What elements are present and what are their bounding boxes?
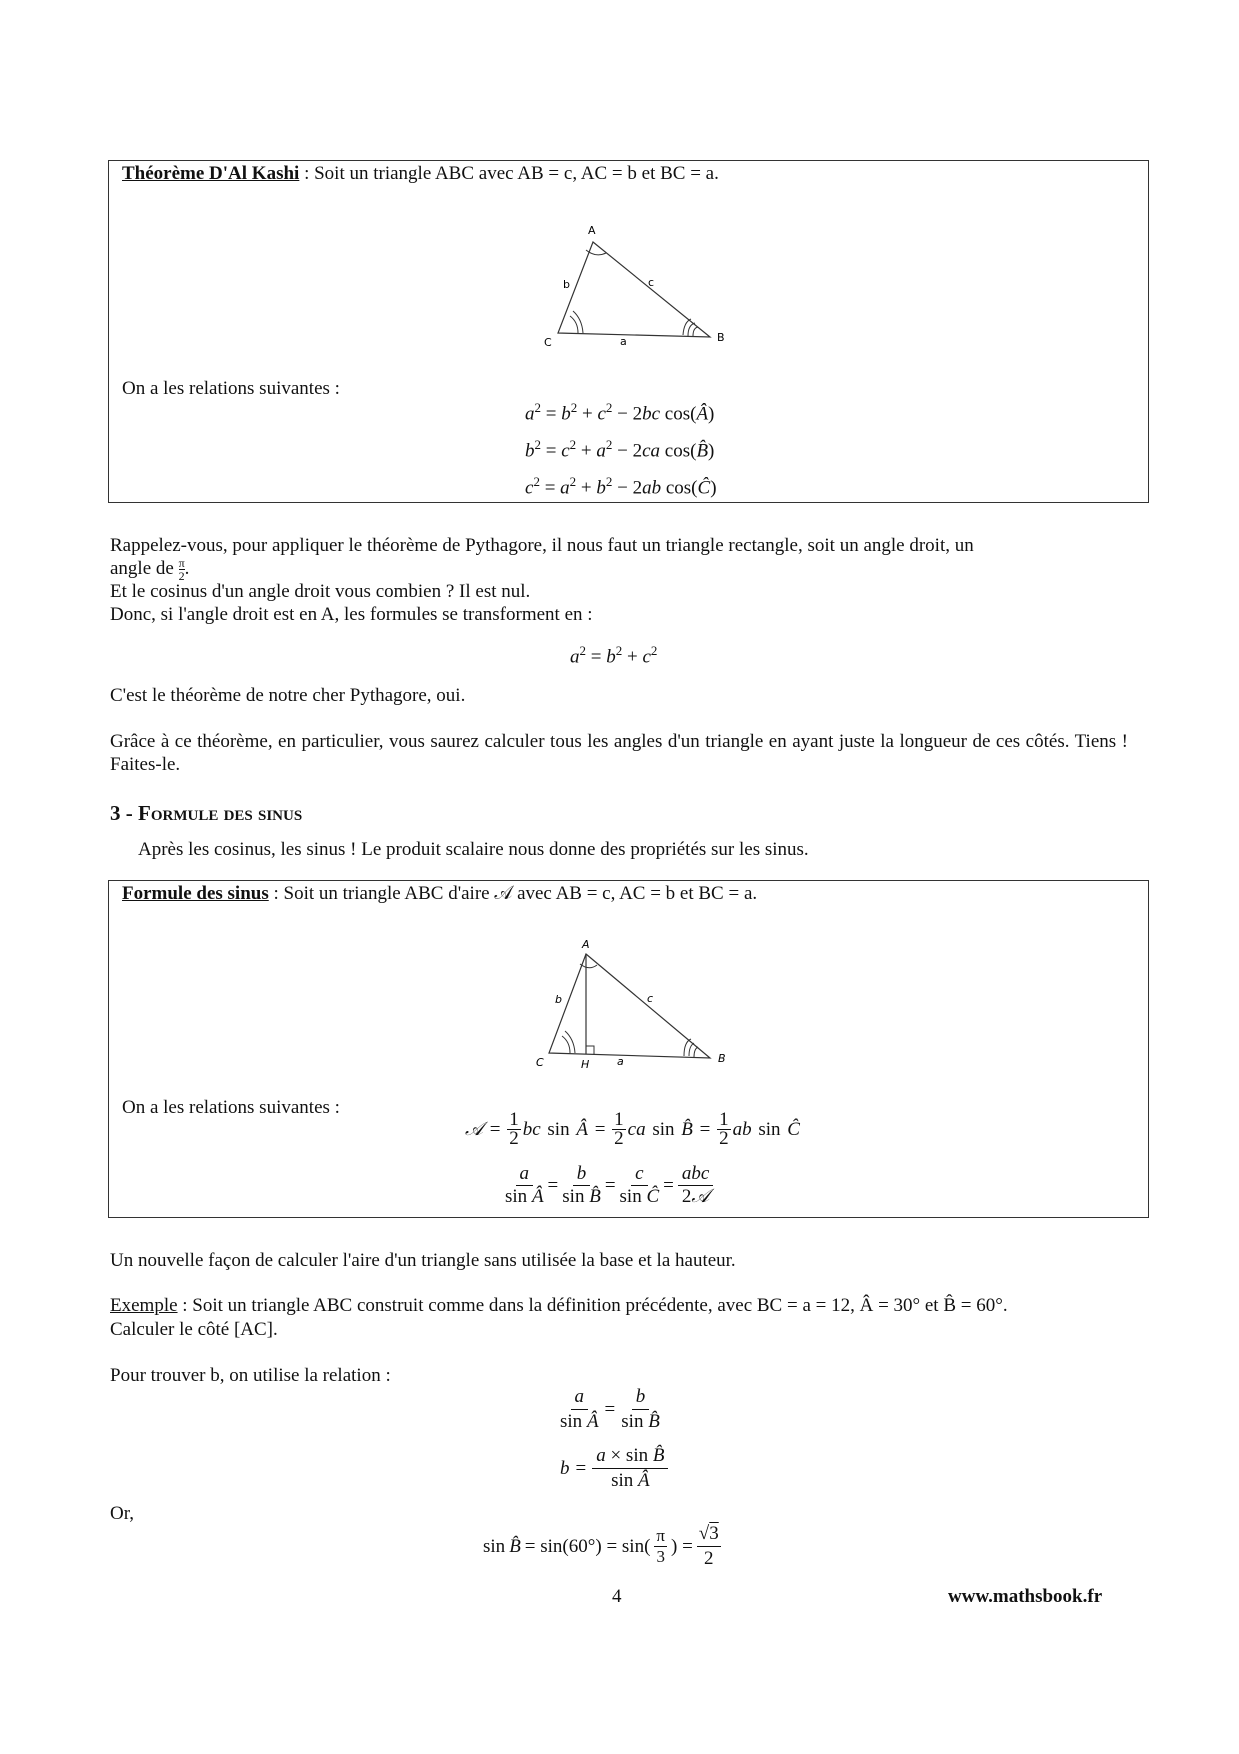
vertex-label-a: A	[588, 224, 596, 237]
sine-formula-statement: : Soit un triangle ABC d'aire 𝒜 avec AB = c, AC = b et BC = a.	[268, 883, 758, 904]
al-kashi-formula-a: $a^2 = b^2 + c^2 - 2bc$ cos(Â)	[525, 400, 715, 425]
angle-b-arc-2	[689, 1043, 694, 1056]
area-formula: 𝒜 = 1 2 bc sin Â = 1 2 ca sin B̂ = 1 2 ab sin Ĉ	[465, 1109, 800, 1149]
al-kashi-intro	[122, 163, 719, 185]
vertex-label-a: A	[582, 938, 590, 951]
or-text: Or,	[110, 1503, 135, 1524]
sine-formula-heading: Formule des sinus	[122, 883, 269, 904]
angle-c-arc-1	[570, 316, 578, 333]
foot-label-h: H	[581, 1058, 590, 1070]
section-3-number: 3 -	[110, 801, 133, 825]
angle-c-arc-1	[562, 1036, 570, 1053]
pythagore-conclusion: C'est le théorème de notre cher Pythagore, oui.	[110, 685, 466, 706]
vertex-label-c: C	[544, 336, 552, 349]
pythagore-paragraph-line1b: angle de $\frac{\pi}{2}$ .	[110, 556, 190, 583]
area-remark: Un nouvelle façon de calculer l'aire d'un triangle sans utilisée la base et la hauteur.	[110, 1250, 736, 1271]
vertex-label-c: C	[536, 1056, 544, 1069]
al-kashi-heading: Théorème D'Al Kashi	[122, 163, 300, 184]
sine-relations-label: On a les relations suivantes :	[122, 1097, 340, 1118]
pythagore-exercise: Grâce à ce théorème, en particulier, vous saurez calculer tous les angles d'un triangle en ayant juste la longueur de ces côtés. Tiens ! Faites-le.	[110, 731, 1128, 775]
b-equation: b = a × sin B̂ sin Â	[560, 1444, 668, 1493]
al-kashi-formula-b: $b^2 = c^2 + a^2 - 2ca$ cos(B̂)	[525, 437, 715, 462]
ratio-equation: a sin Â = b sin B̂	[560, 1386, 660, 1432]
sine-formula-intro	[122, 883, 757, 905]
sine-ratio-formula: a sin Â = b sin B̂ = c sin Ĉ = abc 2𝒜	[505, 1163, 713, 1208]
vertex-label-b: B	[717, 331, 725, 344]
angle-b-arc-1	[694, 1047, 698, 1057]
sine-triangle-figure	[525, 935, 745, 1070]
side-label-a: a	[620, 335, 627, 348]
al-kashi-triangle-figure	[530, 220, 750, 355]
al-kashi-statement: : Soit un triangle ABC avec AB = c, AC = b et BC = a.	[299, 163, 719, 184]
sinb-value-equation: sin B̂ = sin(60°) = sin( π 3 ) = √3 2	[483, 1523, 719, 1569]
right-angle-marker	[586, 1046, 594, 1054]
example-line-2: Calculer le côté [AC].	[110, 1319, 278, 1340]
section-3-title: Formule des sinus	[138, 801, 303, 825]
section-3-intro: Après les cosinus, les sinus ! Le produit scalaire nous donne des propriétés sur les sinus.	[138, 839, 809, 860]
side-label-c: c	[648, 276, 655, 289]
side-label-c: c	[647, 992, 654, 1005]
section-3-heading	[110, 801, 302, 826]
example-label: Exemple	[110, 1295, 178, 1316]
angle-b-arc-1	[693, 327, 698, 336]
pythagore-paragraph-line1: Rappelez-vous, pour appliquer le théorème de Pythagore, il nous faut un triangle rectangle, soit un angle droit, un	[110, 535, 974, 556]
example-line-1	[110, 1295, 1008, 1317]
page-number: 4	[612, 1586, 622, 1607]
side-label-a: a	[617, 1055, 624, 1068]
pythagore-formula: $a^2 = b^2 + c^2$	[570, 643, 658, 668]
vertex-label-b: B	[718, 1052, 726, 1065]
side-label-b: b	[555, 993, 562, 1006]
example-statement: : Soit un triangle ABC construit comme dans la définition précédente, avec BC = a = 12, Â = 30° et B̂ = 60°.	[177, 1295, 1008, 1316]
al-kashi-formula-c: $c^2 = a^2 + b^2 - 2ab$ cos(Ĉ)	[525, 474, 717, 499]
pythagore-paragraph-line3: Donc, si l'angle droit est en A, les formules se transforment en :	[110, 604, 593, 625]
footer-site: www.mathsbook.fr	[948, 1586, 1103, 1607]
al-kashi-relations-label: On a les relations suivantes :	[122, 378, 340, 399]
side-label-b: b	[563, 278, 570, 291]
pythagore-paragraph-line2: Et le cosinus d'un angle droit vous combien ? Il est nul.	[110, 581, 531, 602]
find-b-text: Pour trouver b, on utilise la relation :	[110, 1365, 391, 1386]
